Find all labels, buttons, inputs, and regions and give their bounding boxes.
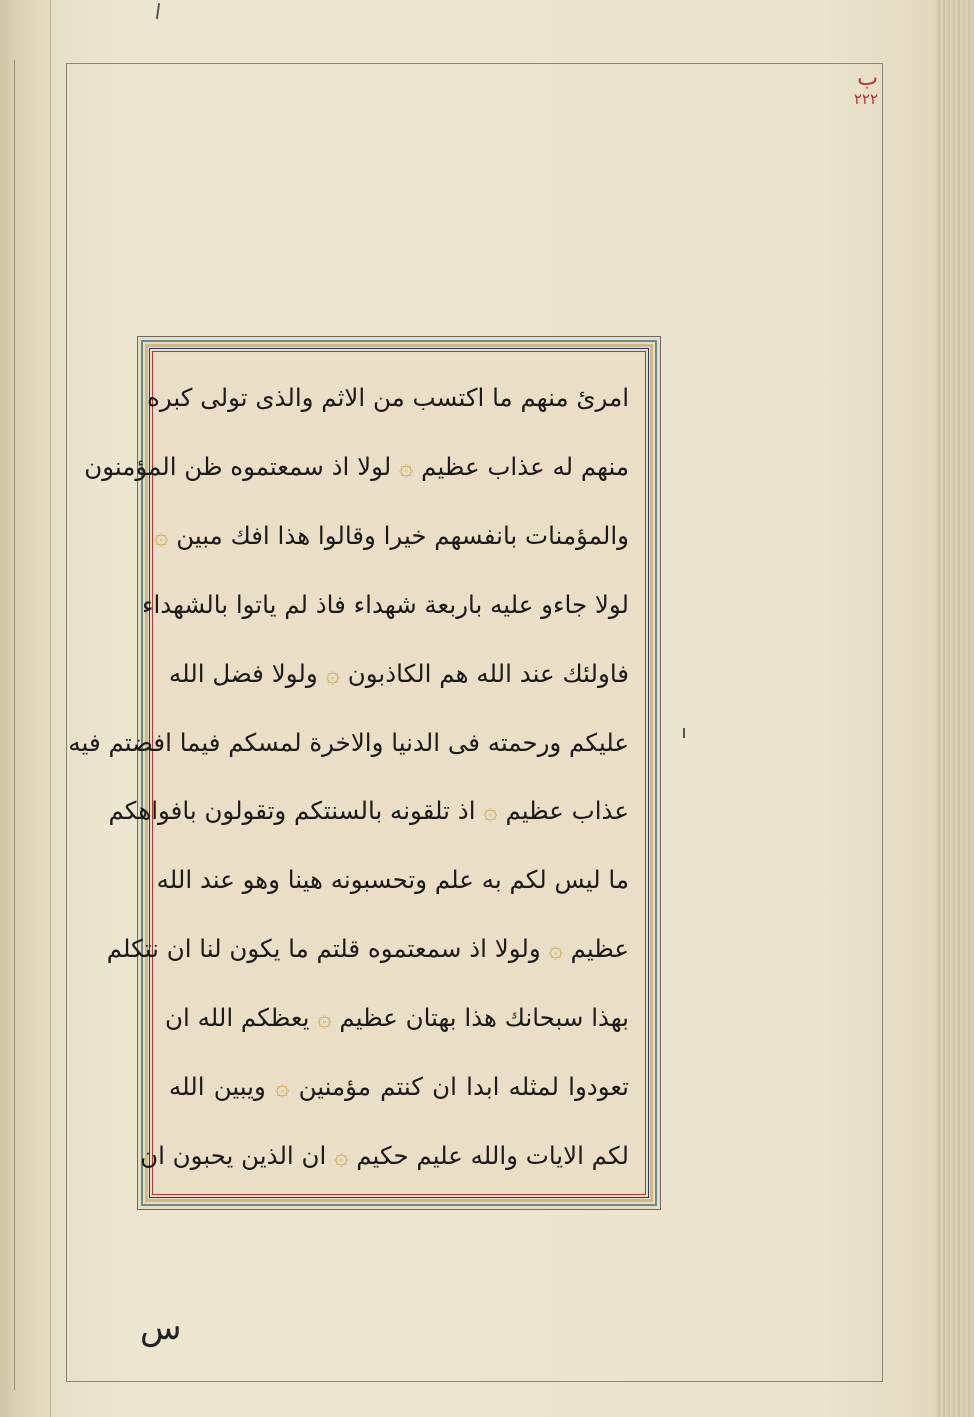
- verse-marker-icon: ۞: [317, 1003, 332, 1033]
- text-block: [68, 354, 643, 1192]
- folio-number: [828, 68, 878, 107]
- previous-page-rule: [14, 60, 15, 1390]
- verse-marker-icon: ۞: [399, 451, 414, 481]
- verse-marker-icon: ۞: [154, 520, 169, 550]
- text-line: بهذا سبحانك هذا بهتان عظیم ۞ یعظكم الله ان: [165, 1003, 629, 1033]
- text-line: لولا جاءو علیه باربعة شهداء فاذ لم یاتوا بالشهداء: [141, 589, 629, 619]
- verse-marker-icon: ۞: [548, 934, 563, 964]
- verse-marker-icon: ۞: [334, 1140, 349, 1170]
- pencil-mark: [156, 3, 160, 19]
- text-line: والمؤمنات بانفسهم خیرا وقالوا هذا افك مبین ۞: [154, 520, 629, 550]
- text-line: امرئ منهم ما اكتسب من الاثم والذی تولی كبره: [147, 383, 629, 412]
- text-line: عظیم ۞ ولولا اذ سمعتموه قلتم ما یكون لنا ان نتكلم: [106, 934, 629, 964]
- text-panel: [68, 337, 660, 1209]
- text-line: فاولئك عند الله هم الكاذبون ۞ ولولا فضل الله: [169, 658, 629, 688]
- folio-letter: ب: [857, 66, 878, 91]
- catchword: س: [140, 1308, 182, 1348]
- text-line: منهم له عذاب عظیم ۞ لولا اذ سمعتموه ظن المؤمنون: [84, 451, 629, 481]
- verse-marker-icon: ۞: [325, 658, 340, 688]
- text-line: عذاب عظیم ۞ اذ تلقونه بالسنتكم وتقولون بافواهكم: [108, 796, 629, 826]
- text-line: علیكم ورحمته فی الدنیا والاخرة لمسكم فیما افضتم فیه: [68, 727, 629, 757]
- verse-marker-icon: ۞: [483, 796, 498, 826]
- text-line: ما لیس لكم به علم وتحسبونه هینا وهو عند الله: [156, 865, 629, 895]
- page-gutter: [0, 0, 51, 1417]
- verse-marker-icon: ۞: [275, 1072, 290, 1102]
- page-edge-stack: [936, 0, 974, 1417]
- folio-numeral: ٢٢٢: [853, 90, 878, 108]
- text-line: تعودوا لمثله ابدا ان كنتم مؤمنین ۞ ویبین الله: [169, 1072, 629, 1102]
- text-line: لكم الایات والله علیم حكیم ۞ ان الذین یحبون ان: [140, 1140, 629, 1170]
